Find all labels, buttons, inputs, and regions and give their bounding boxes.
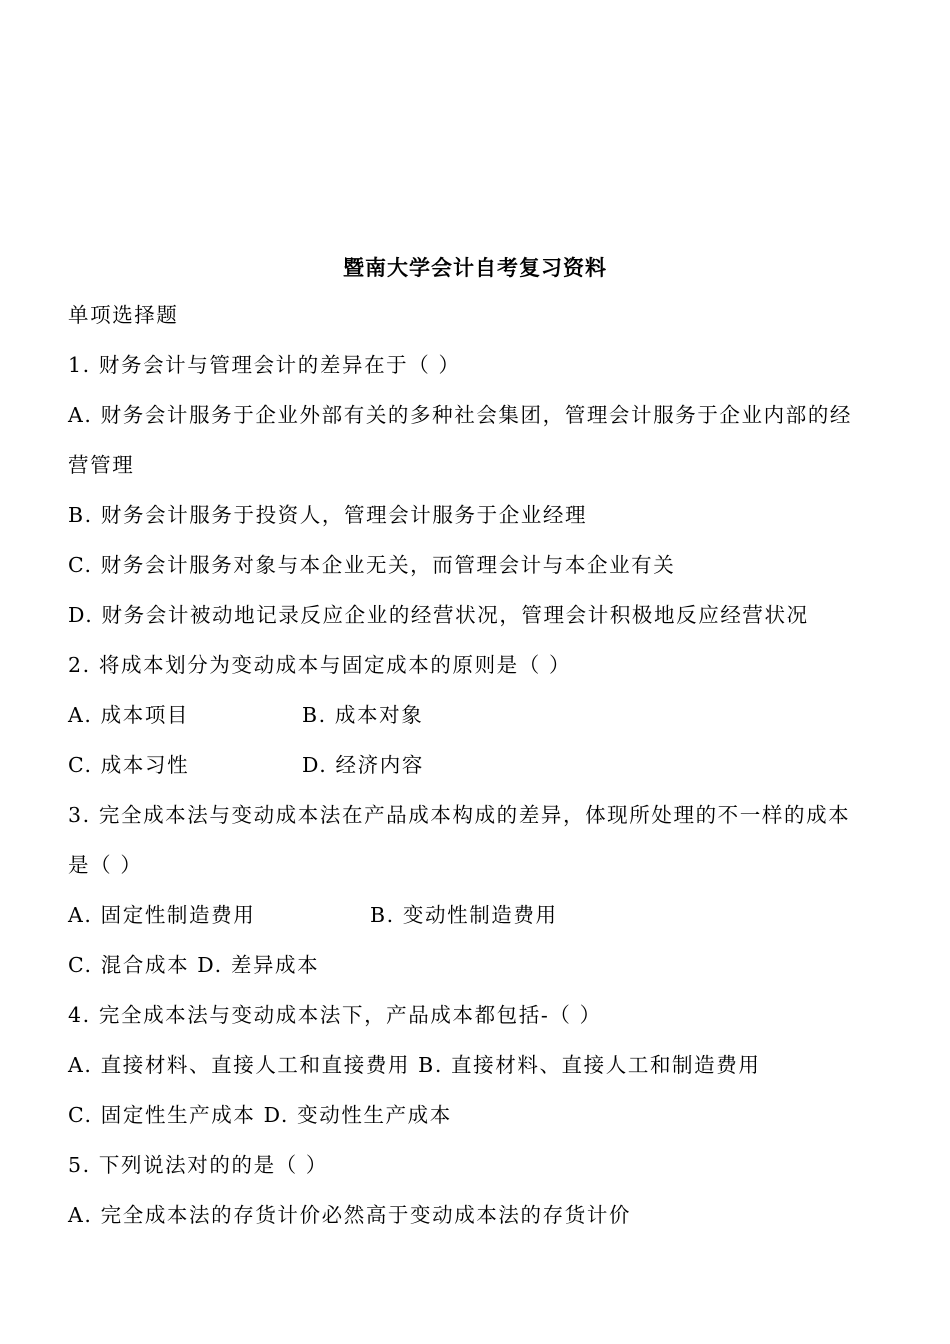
question-2-option-c: C. 成本习性 bbox=[68, 753, 190, 777]
question-1-option-b: B. 财务会计服务于投资人，管理会计服务于企业经理 bbox=[68, 503, 588, 527]
question-1-option-a-line1: A. 财务会计服务于企业外部有关的多种社会集团，管理会计服务于企业内部的经 bbox=[68, 403, 853, 427]
question-3-stem-line1: 3. 完全成本法与变动成本法在产品成本构成的差异，体现所处理的不一样的成本 bbox=[68, 803, 851, 827]
question-2-option-d: D. 经济内容 bbox=[302, 753, 424, 777]
question-5-option-a: A. 完全成本法的存货计价必然高于变动成本法的存货计价 bbox=[68, 1203, 632, 1227]
question-3-option-b: B. 变动性制造费用 bbox=[370, 903, 558, 927]
question-2-option-a: A. 成本项目 bbox=[68, 703, 190, 727]
question-1-stem: 1. 财务会计与管理会计的差异在于（ ） bbox=[68, 353, 461, 377]
question-4-option-ab: A. 直接材料、直接人工和直接费用 B. 直接材料、直接人工和制造费用 bbox=[68, 1053, 761, 1077]
section-heading: 单项选择题 bbox=[68, 303, 179, 327]
question-1-option-a-line2: 营管理 bbox=[68, 453, 135, 477]
question-1-option-d: D. 财务会计被动地记录反应企业的经营状况，管理会计积极地反应经营状况 bbox=[68, 603, 809, 627]
question-2-stem: 2. 将成本划分为变动成本与固定成本的原则是（ ） bbox=[68, 653, 572, 677]
document-title: 暨南大学会计自考复习资料 bbox=[343, 255, 607, 280]
question-3-option-a: A. 固定性制造费用 bbox=[68, 903, 256, 927]
question-3-stem-line2: 是（ ） bbox=[68, 853, 143, 877]
question-4-option-cd: C. 固定性生产成本 D. 变动性生产成本 bbox=[68, 1103, 452, 1127]
question-4-stem: 4. 完全成本法与变动成本法下，产品成本都包括-（ ） bbox=[68, 1003, 602, 1027]
question-3-option-cd: C. 混合成本 D. 差异成本 bbox=[68, 953, 320, 977]
question-2-option-b: B. 成本对象 bbox=[302, 703, 424, 727]
question-1-option-c: C. 财务会计服务对象与本企业无关，而管理会计与本企业有关 bbox=[68, 553, 676, 577]
question-5-stem: 5. 下列说法对的的是（ ） bbox=[68, 1153, 328, 1177]
